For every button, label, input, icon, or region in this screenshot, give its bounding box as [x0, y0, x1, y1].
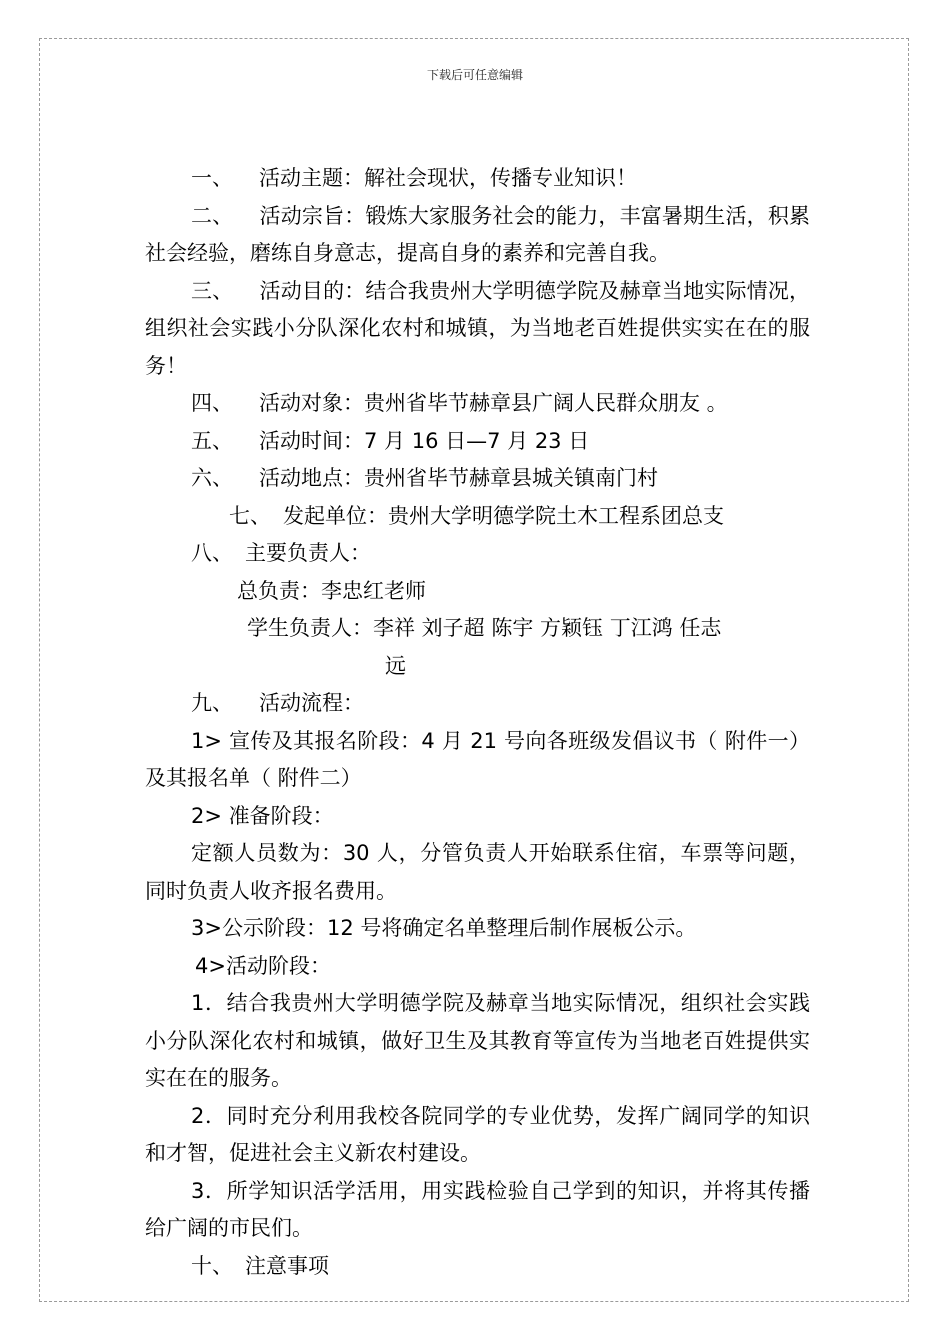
- section-6: [145, 460, 810, 498]
- section-10: [145, 1248, 810, 1286]
- section-number: 六、: [191, 466, 233, 490]
- section-text: 活动主题：解社会现状，传播专业知识！: [259, 166, 637, 190]
- section-7: [145, 498, 810, 536]
- section-number: 八、: [191, 541, 233, 565]
- section-number: 七、: [229, 503, 271, 528]
- section-text: 注意事项: [245, 1253, 329, 1278]
- flow-step-2: 2> 准备阶段：: [191, 803, 334, 828]
- section-1: [145, 160, 810, 198]
- general-lead: 总负责：李忠红老师: [237, 578, 426, 603]
- flow-step-4-item-2: 2．同时充分利用我校各院同学的专业优势，发挥广阔同学的知识和才智，促进社会主义新农村建设。: [145, 1103, 810, 1165]
- section-number: 二、: [191, 203, 234, 228]
- section-number: 一、: [191, 166, 233, 190]
- section-4: [145, 385, 810, 423]
- section-3: [145, 273, 810, 386]
- section-text: 活动宗旨：锻炼大家服务社会的能力，丰富暑期生活，积累社会经验，磨练自身意志，提高自身的素养和完善自我。: [145, 203, 810, 265]
- section-text: 活动流程：: [259, 691, 364, 715]
- section-number: 十、: [191, 1253, 233, 1278]
- section-text: 主要负责人：: [245, 541, 371, 565]
- student-leads-label: 学生负责人：: [247, 616, 373, 640]
- flow-step-3: 3>公示阶段：12 号将确定名单整理后制作展板公示。: [191, 916, 697, 940]
- document-body: [145, 160, 810, 1285]
- student-leads: [145, 610, 810, 648]
- section-number: 五、: [191, 428, 233, 453]
- section-number: 九、: [191, 691, 233, 715]
- section-8: [145, 535, 810, 573]
- section-9: [145, 685, 810, 723]
- student-leads-continuation: 远: [385, 653, 406, 678]
- section-text: 活动对象：贵州省毕节赫章县广阔人民群众朋友 。: [259, 391, 728, 415]
- flow-step-2-detail: 定额人员数为：30 人，分管负责人开始联系住宿，车票等问题，同时负责人收齐报名费用。: [145, 841, 810, 903]
- section-number: 三、: [191, 278, 234, 303]
- section-number: 四、: [191, 391, 233, 415]
- section-2: [145, 198, 810, 273]
- header-note: 下载后可任意编辑: [426, 68, 523, 82]
- flow-step-4-item-1: 1．结合我贵州大学明德学院及赫章当地实际情况，组织社会实践小分队深化农村和城镇，做好卫生及其教育等宣传为当地老百姓提供实实在在的服务。: [145, 991, 810, 1090]
- flow-step-4-item-3: 3．所学知识活学活用，用实践检验自己学到的知识，并将其传播给广阔的市民们。: [145, 1178, 810, 1240]
- section-text: 活动目的：结合我贵州大学明德学院及赫章当地实际情况，组织社会实践小分队深化农村和城镇，为当地老百姓提供实实在在的服务！: [145, 278, 810, 378]
- section-text: 发起单位：贵州大学明德学院土木工程系团总支: [283, 503, 724, 528]
- student-leads-names: 李祥 刘子超 陈宇 方颖钰 丁江鸿 任志: [373, 616, 722, 640]
- section-5: [145, 423, 810, 461]
- flow-step-1: 1> 宣传及其报名阶段：4 月 21 号向各班级发倡议书（ 附件一）及其报名单（ 附件二）: [145, 728, 810, 790]
- section-text: 活动地点：贵州省毕节赫章县城关镇南门村: [259, 466, 658, 490]
- flow-step-4: 4>活动阶段：: [195, 953, 331, 978]
- section-text: 活动时间：7 月 16 日—7 月 23 日: [259, 428, 590, 453]
